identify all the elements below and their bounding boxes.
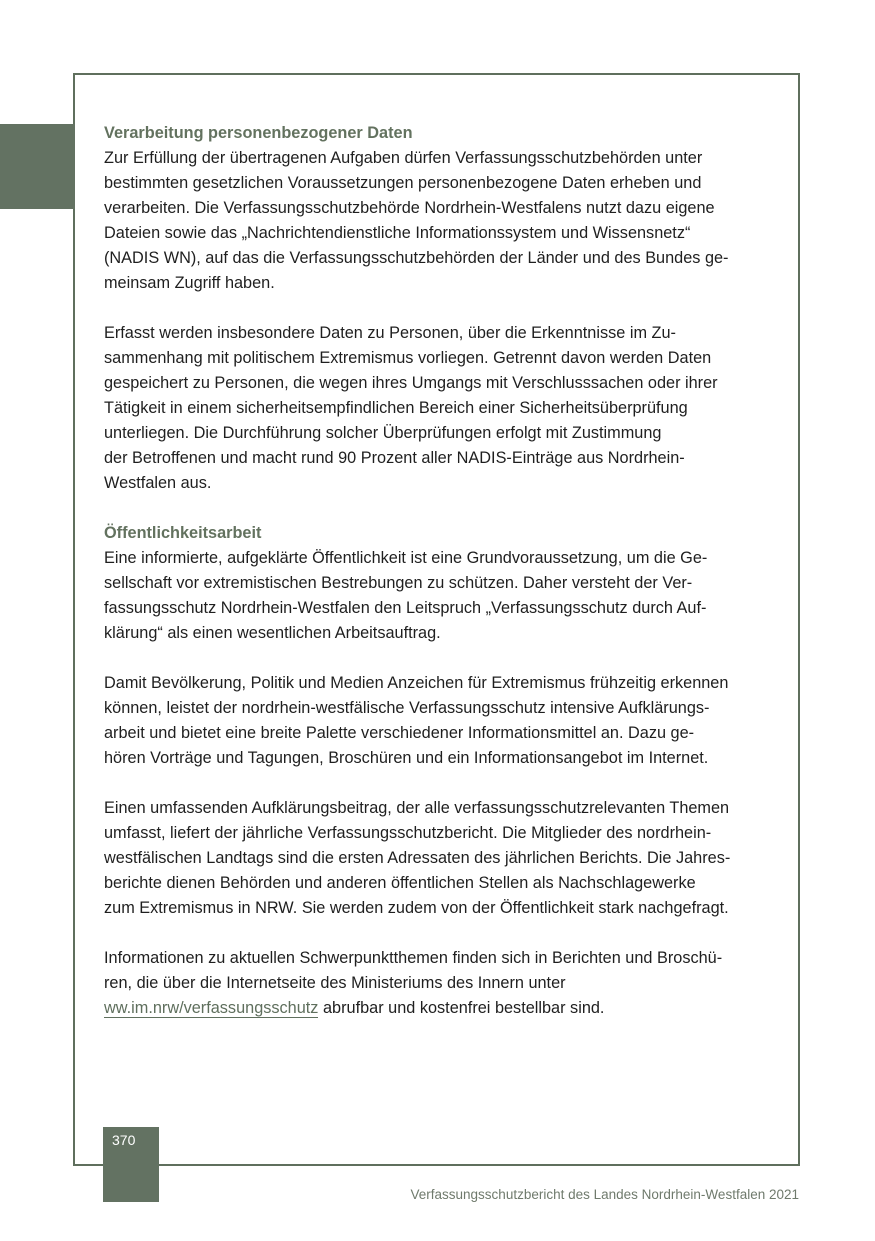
main-content [104,121,776,1046]
paragraph: Damit Bevölkerung, Politik und Medien Anzeichen für Extremismus frühzeitig erkennen können, leistet der nordrhein-westfälische Verfassungsschutz intensive Aufklärungs- arbeit und bietet eine breite Palette verschiedener Informationsmittel an. Dazu ge- hören Vorträge und Tagungen, Broschüren und ein Informationsangebot im Internet. [104,674,729,767]
paragraph-text-end: abrufbar und kostenfrei bestellbar sind. [318,999,605,1017]
chapter-side-tab [0,124,75,209]
running-footer-title: Verfassungsschutzbericht des Landes Nordrhein-Westfalen 2021 [410,1187,799,1202]
section-heading-public-relations: Öffentlichkeitsarbeit [104,524,262,542]
paragraph: Eine informierte, aufgeklärte Öffentlichkeit ist eine Grundvoraussetzung, um die Ge- sellschaft vor extremistischen Bestrebungen zu schützen. Daher versteht der Ver- fassungsschutz Nordrhein-Westfalen den Leitspruch „Verfassungsschutz durch Auf- klärung“ als einen wesentlichen Arbeitsauftrag. [104,549,708,642]
section-heading-data-processing: Verarbeitung personenbezogener Daten [104,124,413,142]
paragraph-with-link [104,946,776,1021]
ministry-website-link[interactable]: ww.im.nrw/verfassungsschutz [104,999,319,1017]
paragraph: Einen umfassenden Aufklärungsbeitrag, der alle verfassungsschutzrelevanten Themen umfasst, liefert der jährliche Verfassungsschutzbericht. Die Mitglieder des nordrhein- westfälischen Landtags sind die ersten Adressaten des jährlichen Berichts. Die Jahres- berichte dienen Behörden und anderen öffentlichen Stellen als Nachschlagewerke zum Extremismus in NRW. Sie werden zudem von der Öffentlichkeit stark nachgefragt. [104,799,731,917]
paragraph: Zur Erfüllung der übertragenen Aufgaben dürfen Verfassungsschutzbehörden unter bestimmten gesetzlichen Voraussetzungen personenbezogene Daten erheben und verarbeiten. Die Verfassungsschutzbehörde Nordrhein-Westfalens nutzt dazu eigene Dateien sowie das „Nachrichtendienstliche Informationssystem und Wissensnetz“ (NADIS WN), auf das die Verfassungsschutzbehörden der Länder und des Bundes ge- meinsam Zugriff haben. [104,149,729,292]
paragraph: Erfasst werden insbesondere Daten zu Personen, über die Erkenntnisse im Zu- sammenhang mit politischem Extremismus vorliegen. Getrennt davon werden Daten gespeichert zu Personen, die wegen ihres Umgangs mit Verschlusssachen oder ihrer Tätigkeit in einem sicherheitsempfindlichen Bereich einer Sicherheitsüberprüfung unterliegen. Die Durchführung solcher Überprüfungen erfolgt mit Zustimmung der Betroffenen und macht rund 90 Prozent aller NADIS-Einträge aus Nordrhein- Westfalen aus. [104,324,718,492]
page-number: 370 [112,1132,136,1148]
page-number-box [103,1127,159,1202]
paragraph-text-start: Informationen zu aktuellen Schwerpunktthemen finden sich in Berichten und Broschü- ren, die über die Internetseite des Ministeriums des Innern unter [104,949,723,992]
